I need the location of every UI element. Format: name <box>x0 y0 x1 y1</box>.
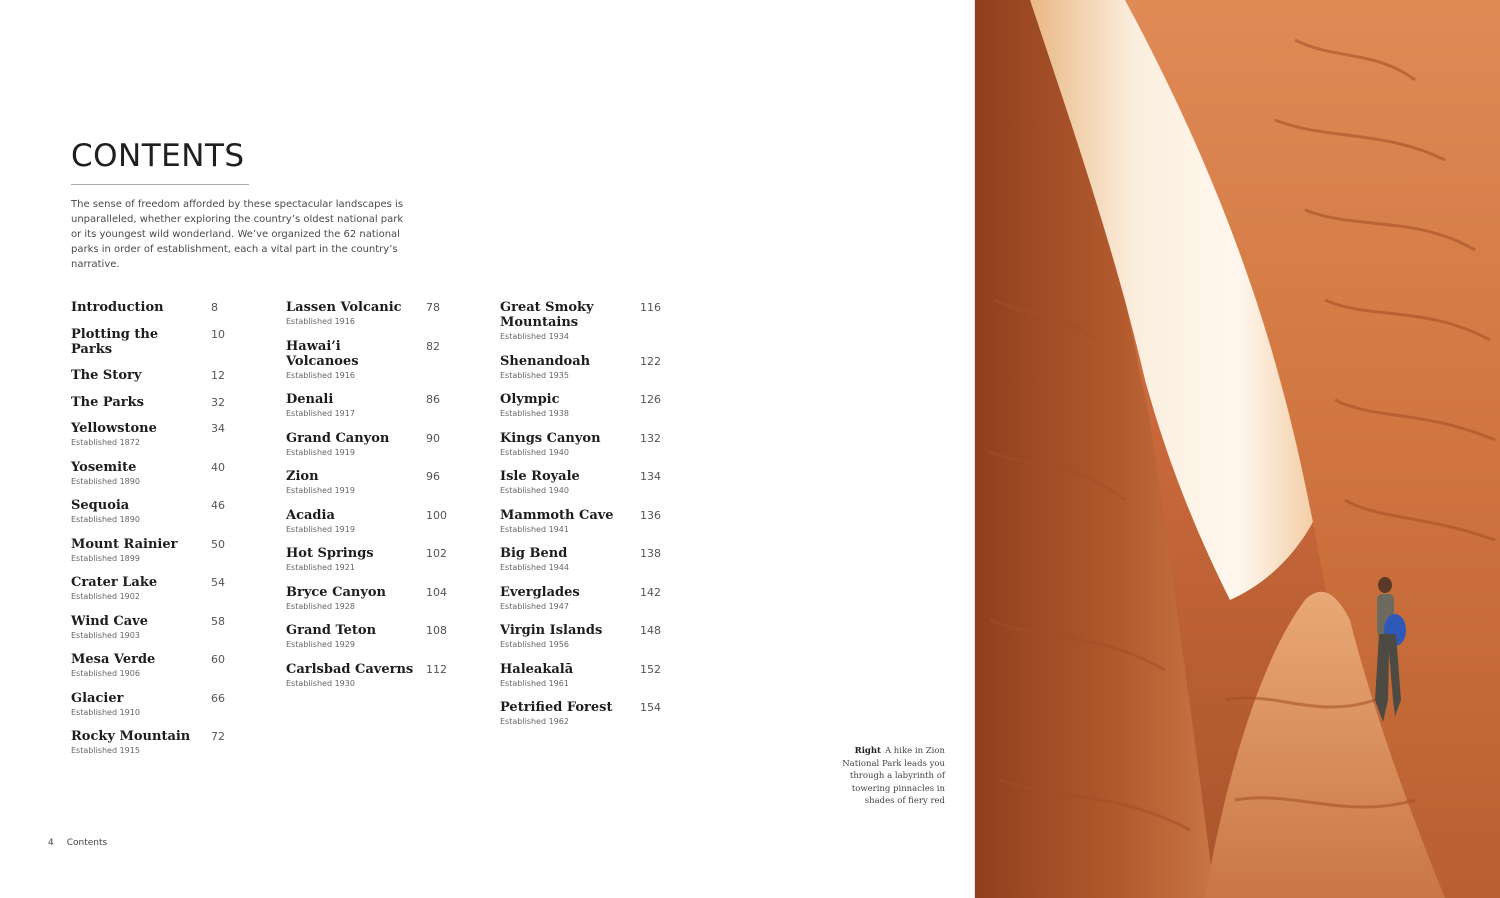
toc-entry-page-number: 108 <box>426 624 447 637</box>
toc-entry-title: Yellowstone <box>71 421 157 436</box>
toc-entry-page-number: 154 <box>640 701 661 714</box>
toc-entry-page-number: 8 <box>211 301 218 314</box>
toc-entry-mesa-verde <box>71 652 225 679</box>
toc-entry-established: Established 1921 <box>286 563 355 572</box>
toc-entry-title: Zion <box>286 469 319 484</box>
toc-entry-title: Sequoia <box>71 498 130 513</box>
toc-entry-denali <box>286 392 440 419</box>
toc-entry-page-number: 54 <box>211 576 225 589</box>
toc-entry-established: Established 1902 <box>71 592 140 601</box>
toc-entry-title: Virgin Islands <box>500 623 603 638</box>
toc-column-2 <box>286 300 447 700</box>
toc-entry-page-number: 116 <box>640 301 661 314</box>
toc-entry-established: Established 1919 <box>286 486 355 495</box>
toc-entry-title: Lassen Volcanic <box>286 300 402 315</box>
caption-lead: Right <box>854 746 881 756</box>
toc-entry-title: Acadia <box>286 507 335 523</box>
toc-entry-isle-royale <box>500 469 661 496</box>
toc-entry-established: Established 1910 <box>71 707 140 717</box>
toc-entry-page-number: 34 <box>211 422 225 435</box>
toc-entry-title: Hot Springs <box>286 546 374 561</box>
toc-entry-page-number: 122 <box>640 354 661 368</box>
toc-entry-established: Established 1903 <box>71 630 140 640</box>
toc-entry-plotting-the-parks <box>71 326 225 357</box>
toc-entry-established: Established 1935 <box>500 370 569 380</box>
toc-entry-title: Kings Canyon <box>500 430 601 446</box>
page-number: 4 <box>48 838 54 848</box>
toc-entry-established: Established 1947 <box>500 601 569 611</box>
toc-entry-page-number: 10 <box>211 327 225 341</box>
toc-entry-title: Petrified Forest <box>500 700 613 715</box>
toc-entry-page-number: 148 <box>640 624 661 637</box>
toc-entry-the-parks <box>71 394 225 410</box>
toc-entry-title: Introduction <box>71 300 164 315</box>
toc-entry-title: Everglades <box>500 584 580 600</box>
toc-entry-bryce-canyon <box>286 584 447 612</box>
page-footer <box>48 838 107 848</box>
toc-entry-page-number: 132 <box>640 431 661 445</box>
toc-column-1 <box>71 300 225 768</box>
toc-entry-carlsbad-caverns <box>286 661 447 689</box>
toc-entry-page-number: 96 <box>426 470 440 483</box>
toc-entry-page-number: 138 <box>640 547 661 560</box>
toc-entry-everglades <box>500 584 661 612</box>
toc-entry-glacier <box>71 690 225 718</box>
toc-entry-page-number: 102 <box>426 547 447 560</box>
intro-paragraph: The sense of freedom afforded by these spectacular landscapes is unparalleled, whether exploring the country’s oldest national park or its youngest wild wonderland. We’ve organized the 62 national parks in order of establishment, each a vital part in the country’s narrative. <box>71 199 404 270</box>
toc-entry-title: Olympic <box>500 392 560 407</box>
toc-entry-page-number: 134 <box>640 470 661 483</box>
toc-entry-petrified-forest <box>500 700 661 727</box>
toc-entry-title: Mesa Verde <box>71 652 156 667</box>
toc-entry-hot-springs <box>286 546 447 573</box>
toc-entry-title: Carlsbad Caverns <box>286 661 414 677</box>
photo-caption <box>825 745 945 808</box>
toc-entry-the-story <box>71 368 225 383</box>
toc-entry-title: Rocky Mountain <box>71 729 191 744</box>
caption-text: A hike in Zion National Park leads you through a labyrinth of towering pinnacles in shades of fiery red <box>842 746 945 806</box>
toc-entry-page-number: 86 <box>426 393 440 406</box>
toc-entry-hawai-i-volcanoes <box>286 338 440 381</box>
toc-entry-mammoth-cave <box>500 507 661 535</box>
toc-entry-page-number: 46 <box>211 499 225 512</box>
toc-entry-zion <box>286 469 440 496</box>
toc-entry-established: Established 1944 <box>500 563 569 572</box>
toc-column-3 <box>500 300 661 739</box>
toc-entry-rocky-mountain <box>71 729 225 756</box>
toc-entry-title: Haleakalā <box>500 661 574 677</box>
toc-entry-established: Established 1916 <box>286 317 355 326</box>
toc-entry-established: Established 1940 <box>500 486 569 495</box>
toc-entry-title: Glacier <box>71 690 124 706</box>
toc-entry-page-number: 90 <box>426 431 440 445</box>
toc-entry-established: Established 1928 <box>286 601 355 611</box>
toc-entry-yellowstone <box>71 421 225 448</box>
toc-entry-page-number: 32 <box>211 395 225 409</box>
toc-entry-page-number: 60 <box>211 653 225 666</box>
toc-entry-title: Bryce Canyon <box>286 584 387 600</box>
toc-entry-established: Established 1962 <box>500 717 569 726</box>
toc-entry-shenandoah <box>500 353 661 381</box>
toc-entry-title: Wind Cave <box>71 613 148 629</box>
toc-entry-established: Established 1899 <box>71 553 140 563</box>
toc-entry-grand-canyon <box>286 430 440 458</box>
toc-entry-virgin-islands <box>500 623 661 650</box>
toc-entry-title: Denali <box>286 392 334 407</box>
toc-entry-title: The Story <box>71 368 142 383</box>
toc-entry-page-number: 104 <box>426 585 447 599</box>
toc-entry-kings-canyon <box>500 430 661 458</box>
toc-entry-great-smoky-mountains <box>500 300 661 342</box>
toc-entry-established: Established 1940 <box>500 447 569 457</box>
toc-entry-page-number: 126 <box>640 393 661 406</box>
toc-entry-haleakala <box>500 661 661 689</box>
toc-entry-page-number: 50 <box>211 537 225 551</box>
toc-entry-established: Established 1917 <box>286 409 355 418</box>
toc-entry-big-bend <box>500 546 661 573</box>
toc-entry-page-number: 78 <box>426 301 440 314</box>
toc-entry-title: Yosemite <box>71 459 137 475</box>
toc-entry-established: Established 1906 <box>71 669 140 678</box>
toc-entry-acadia <box>286 507 447 535</box>
toc-entry-mount-rainier <box>71 536 225 564</box>
toc-entry-title: Grand Canyon <box>286 430 390 446</box>
toc-entry-title: Crater Lake <box>71 575 158 590</box>
toc-entry-title: Mammoth Cave <box>500 507 614 523</box>
toc-entry-wind-cave <box>71 613 225 641</box>
toc-entry-page-number: 100 <box>426 508 447 522</box>
toc-entry-page-number: 66 <box>211 691 225 705</box>
toc-entry-lassen-volcanic <box>286 300 440 327</box>
toc-entry-page-number: 40 <box>211 460 225 474</box>
toc-entry-established: Established 1930 <box>286 678 355 688</box>
toc-entry-page-number: 58 <box>211 614 225 628</box>
toc-entry-title: Isle Royale <box>500 469 580 484</box>
toc-entry-page-number: 112 <box>426 662 447 676</box>
toc-entry-page-number: 82 <box>426 339 440 353</box>
toc-entry-title: Hawai’i Volcanoes <box>286 338 359 369</box>
toc-entry-established: Established 1934 <box>500 332 569 341</box>
toc-entry-page-number: 136 <box>640 508 661 522</box>
toc-entry-page-number: 72 <box>211 730 225 743</box>
toc-entry-established: Established 1890 <box>71 476 140 486</box>
toc-entry-title: Mount Rainier <box>71 536 178 552</box>
toc-entry-established: Established 1961 <box>500 678 569 688</box>
toc-entry-page-number: 152 <box>640 662 661 676</box>
toc-entry-yosemite <box>71 459 225 487</box>
toc-entry-title: The Parks <box>71 394 144 410</box>
toc-entry-grand-teton <box>286 623 447 650</box>
toc-entry-established: Established 1915 <box>71 746 140 755</box>
toc-entry-introduction <box>71 300 218 315</box>
toc-entry-title: Shenandoah <box>500 353 591 369</box>
canyon-hiker-photo <box>975 0 1500 898</box>
toc-entry-established: Established 1938 <box>500 409 569 418</box>
toc-entry-established: Established 1890 <box>71 515 140 524</box>
toc-entry-olympic <box>500 392 661 419</box>
toc-entry-established: Established 1929 <box>286 640 355 649</box>
toc-entry-crater-lake <box>71 575 225 602</box>
toc-entry-established: Established 1941 <box>500 524 569 534</box>
toc-entry-sequoia <box>71 498 225 525</box>
toc-entry-page-number: 12 <box>211 369 225 382</box>
toc-entry-established: Established 1919 <box>286 447 355 457</box>
toc-entry-established: Established 1919 <box>286 524 355 534</box>
toc-entry-established: Established 1916 <box>286 370 355 380</box>
title-divider <box>71 184 249 185</box>
toc-entry-title: Great Smoky Mountains <box>500 300 594 330</box>
toc-entry-title: Big Bend <box>500 546 568 561</box>
hiker-head <box>1378 577 1392 593</box>
toc-entry-established: Established 1872 <box>71 438 140 447</box>
toc-entry-title: Plotting the Parks <box>71 326 159 357</box>
toc-entry-page-number: 142 <box>640 585 661 599</box>
page-title: CONTENTS <box>71 138 245 174</box>
toc-entry-established: Established 1956 <box>500 640 569 649</box>
footer-section-label: Contents <box>66 838 108 848</box>
toc-entry-title: Grand Teton <box>286 623 377 638</box>
